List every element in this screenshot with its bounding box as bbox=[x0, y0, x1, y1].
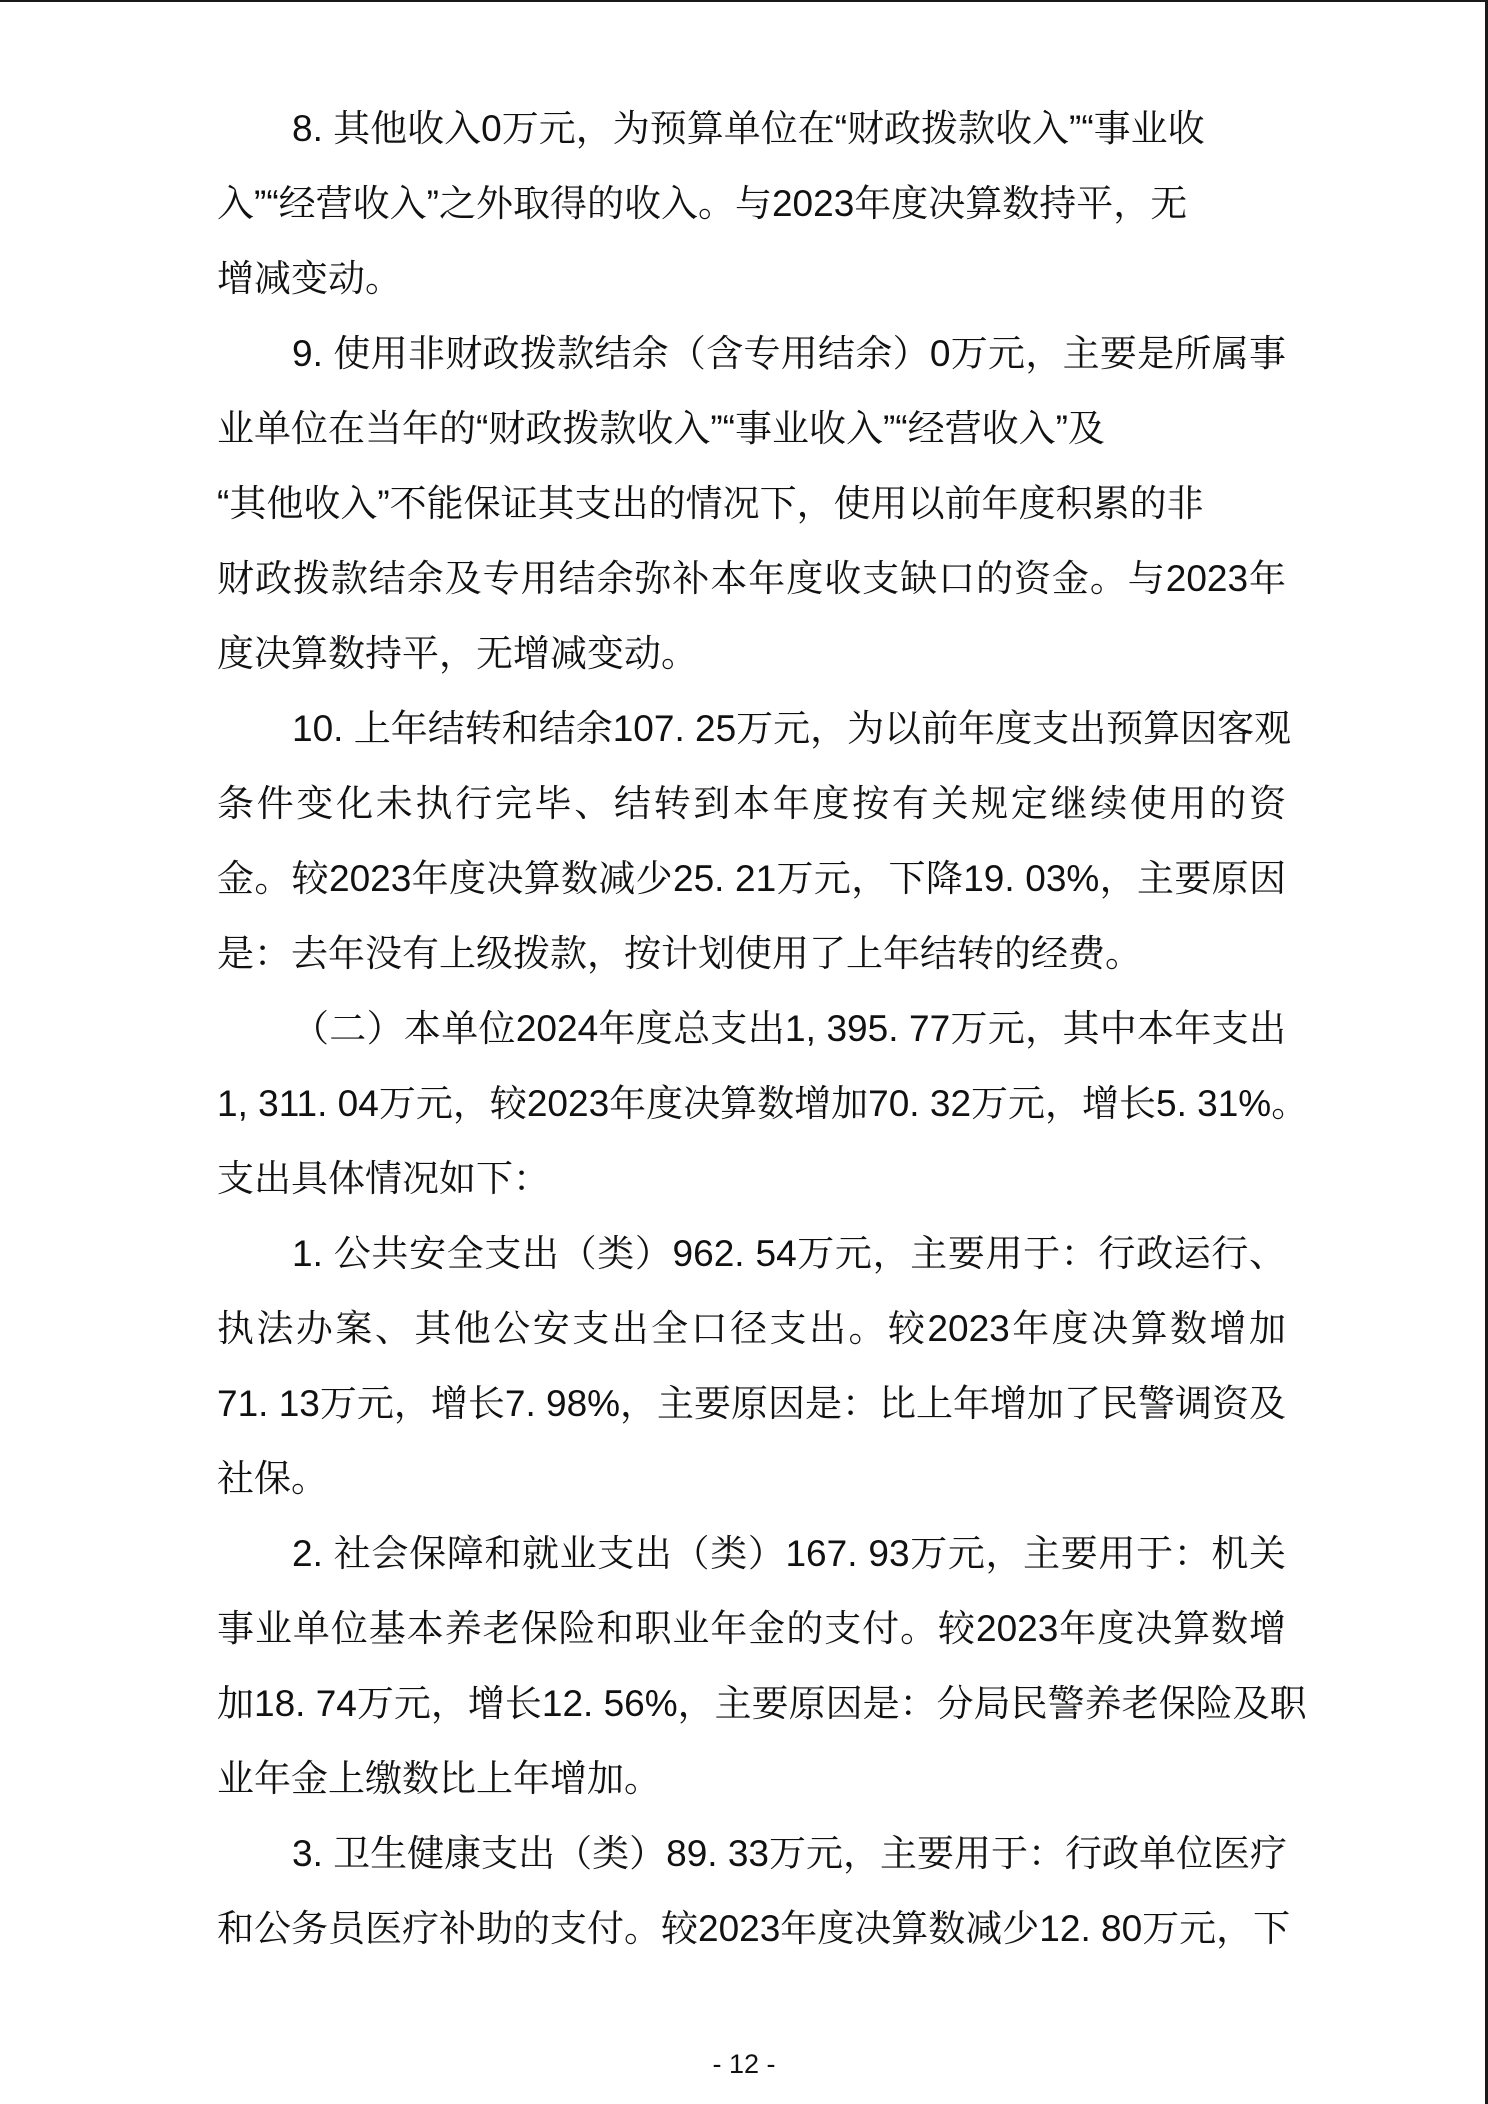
paragraph-2-social-security bbox=[217, 1516, 1307, 1816]
text-line: 1. 公共安全支出（类）962. 54万元，主要用于：行政运行、 bbox=[292, 1233, 1286, 1274]
text-line: 10. 上年结转和结余107. 25万元，为以前年度支出预算因客观 bbox=[292, 708, 1292, 749]
text-line: 条件变化未执行完毕、结转到本年度按有关规定继续使用的资 bbox=[217, 783, 1286, 824]
page-number: - 12 - bbox=[712, 2049, 776, 2079]
text-line: 度决算数持平，无增减变动。 bbox=[217, 633, 698, 674]
text-line: 1, 311. 04万元，较2023年度决算数增加70. 32万元，增长5. 31%。 bbox=[217, 1083, 1309, 1124]
text-line: 加18. 74万元，增长12. 56%，主要原因是：分局民警养老保险及职 bbox=[217, 1683, 1307, 1724]
text-line: 8. 其他收入0万元，为预算单位在“财政拨款收入”“事业收 bbox=[292, 108, 1205, 149]
text-line: 3. 卫生健康支出（类）89. 33万元，主要用于：行政单位医疗 bbox=[292, 1833, 1288, 1874]
text-line: 增减变动。 bbox=[217, 258, 402, 299]
text-line: 入”“经营收入”之外取得的收入。与2023年度决算数持平，无 bbox=[217, 183, 1188, 224]
text-line: 社保。 bbox=[217, 1458, 328, 1499]
text-line: 支出具体情况如下： bbox=[217, 1158, 550, 1199]
text-line: （二）本单位2024年度总支出1, 395. 77万元，其中本年支出 bbox=[292, 1008, 1286, 1049]
text-line: 和公务员医疗补助的支付。较2023年度决算数减少12. 80万元，下 bbox=[217, 1908, 1291, 1949]
text-line: 9. 使用非财政拨款结余（含专用结余）0万元，主要是所属事 bbox=[292, 333, 1286, 374]
text-line: 事业单位基本养老保险和职业年金的支付。较2023年度决算数增 bbox=[217, 1608, 1286, 1649]
text-line: 财政拨款结余及专用结余弥补本年度收支缺口的资金。与2023年 bbox=[217, 558, 1286, 599]
text-line: 71. 13万元，增长7. 98%，主要原因是：比上年增加了民警调资及 bbox=[217, 1383, 1287, 1424]
paragraph-3-health bbox=[217, 1816, 1291, 1966]
document-body bbox=[217, 91, 1309, 1966]
text-line: 金。较2023年度决算数减少25. 21万元，下降19. 03%，主要原因 bbox=[217, 858, 1286, 899]
text-line: 是：去年没有上级拨款，按计划使用了上年结转的经费。 bbox=[217, 933, 1142, 974]
text-line: “其他收入”不能保证其支出的情况下，使用以前年度积累的非 bbox=[217, 483, 1204, 524]
text-line: 2. 社会保障和就业支出（类）167. 93万元，主要用于：机关 bbox=[292, 1533, 1286, 1574]
paragraph-1-public-security bbox=[217, 1216, 1286, 1516]
paragraph-8-other-income bbox=[217, 91, 1286, 316]
text-line: 执法办案、其他公安支出全口径支出。较2023年度决算数增加 bbox=[217, 1308, 1286, 1349]
paragraph-10-prior-year-carryover bbox=[217, 691, 1292, 991]
paragraph-total-expenditure bbox=[217, 991, 1309, 1216]
paragraph-9-non-fiscal-balance bbox=[217, 316, 1286, 691]
text-line: 业单位在当年的“财政拨款收入”“事业收入”“经营收入”及 bbox=[217, 408, 1105, 449]
text-line: 业年金上缴数比上年增加。 bbox=[217, 1758, 661, 1799]
